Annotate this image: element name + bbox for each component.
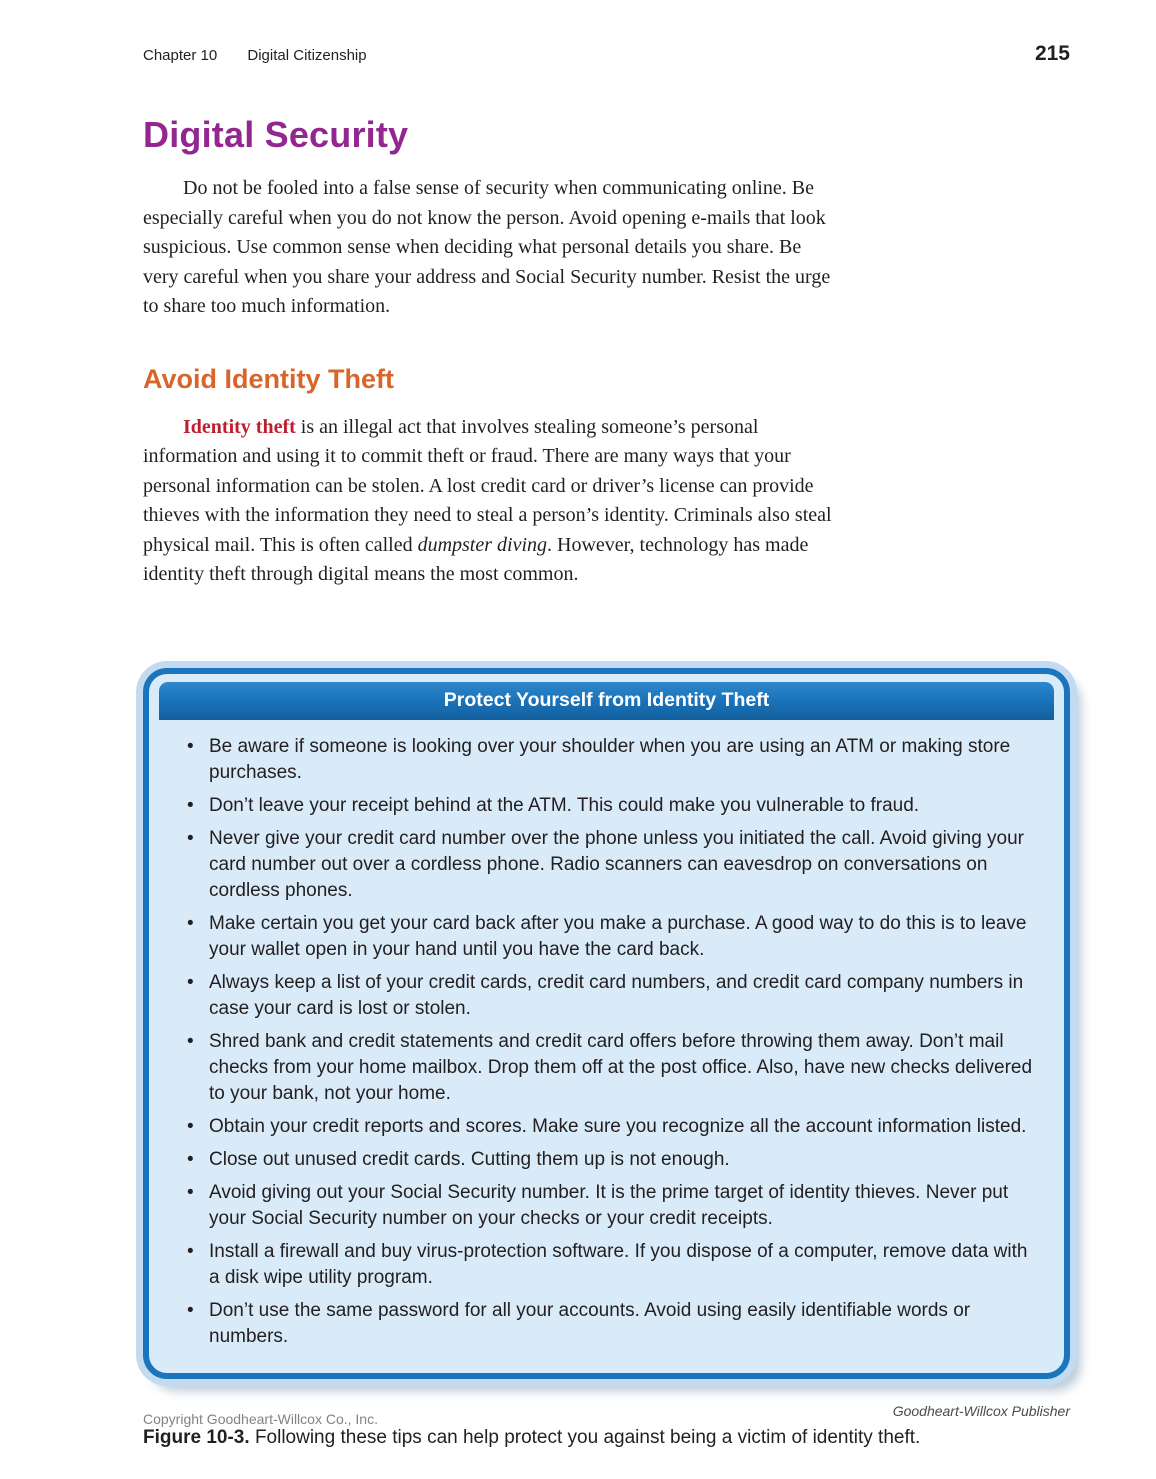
- page-number: 215: [1034, 42, 1070, 65]
- identity-theft-paragraph: [143, 413, 833, 590]
- tip-item: • Avoid giving out your Social Security number. It is the prime target of identity thieves. Never put your Social Security number on your checks or your credit receipts.: [181, 1180, 1036, 1232]
- tip-item: • Always keep a list of your credit cards, credit card numbers, and credit card company numbers in case your card is lost or stolen.: [181, 970, 1036, 1022]
- tip-item: • Never give your credit card number over the phone unless you initiated the call. Avoid giving your card number out over a cordless phone. Radio scanners can eavesdrop on conversations on cordless phones.: [181, 826, 1036, 904]
- copyright-notice: Copyright Goodheart-Willcox Co., Inc.: [143, 1411, 378, 1427]
- tip-box: [143, 668, 1070, 1379]
- tip-item: • Be aware if someone is looking over your shoulder when you are using an ATM or making store purchases.: [181, 734, 1036, 786]
- tip-item: • Make certain you get your card back after you make a purchase. A good way to do this is to leave your wallet open in your hand until you have the card back.: [181, 911, 1036, 963]
- paragraph-text-1: is an illegal act that involves stealing someone’s personal information and using it to commit theft or fraud. There are many ways that your personal information can be stolen. A lost credit card or driver’s license can provide thieves with the information they need to steal a person’s identity. Criminals also steal physical mail. This is often called: [143, 415, 832, 556]
- chapter-title-label: Digital Citizenship: [247, 47, 367, 64]
- tip-item: • Close out unused credit cards. Cutting them up is not enough.: [181, 1147, 1036, 1173]
- italic-term-dumpster-diving: dumpster diving: [417, 533, 548, 556]
- figure-caption: [143, 1427, 1070, 1449]
- tip-item: • Don’t leave your receipt behind at the ATM. This could make you vulnerable to fraud.: [181, 793, 1036, 819]
- tip-list: [159, 720, 1054, 1363]
- tip-box-title: Protect Yourself from Identity Theft: [159, 682, 1054, 720]
- section-heading: Avoid Identity Theft: [143, 363, 394, 394]
- figure-caption-label: Figure 10-3.: [143, 1426, 250, 1448]
- paragraph-text-2: . However, technology has made identity theft through digital means the most common.: [143, 533, 809, 585]
- tip-item: • Don’t use the same password for all your accounts. Avoid using easily identifiable words or numbers.: [181, 1298, 1036, 1350]
- figure-caption-text: Following these tips can help protect you against being a victim of identity theft.: [254, 1426, 921, 1448]
- figure-10-3: [143, 668, 1070, 1449]
- tip-item: • Shred bank and credit statements and credit card offers before throwing them away. Don’t mail checks from your home mailbox. Drop them off at the post office. Also, have new checks delivered to your bank, not your home.: [181, 1029, 1036, 1107]
- tip-item: • Install a firewall and buy virus-protection software. If you dispose of a computer, remove data with a disk wipe utility program.: [181, 1239, 1036, 1291]
- page-title: Digital Security: [143, 114, 409, 155]
- chapter-label: Chapter 10: [143, 47, 218, 64]
- running-head: [143, 42, 1070, 66]
- tip-item: • Obtain your credit reports and scores. Make sure you recognize all the account information listed.: [181, 1114, 1036, 1140]
- intro-paragraph: Do not be fooled into a false sense of security when communicating online. Be especially careful when you do not know the person. Avoid opening e-mails that look suspicious. Use common sense when deciding what personal details you share. Be very careful when you share your address and Social Security number. Resist the urge to share too much information.: [143, 177, 831, 317]
- key-term-identity-theft: Identity theft: [183, 415, 296, 438]
- running-head-left: [143, 47, 367, 64]
- publisher-credit: Goodheart-Willcox Publisher: [892, 1402, 1070, 1419]
